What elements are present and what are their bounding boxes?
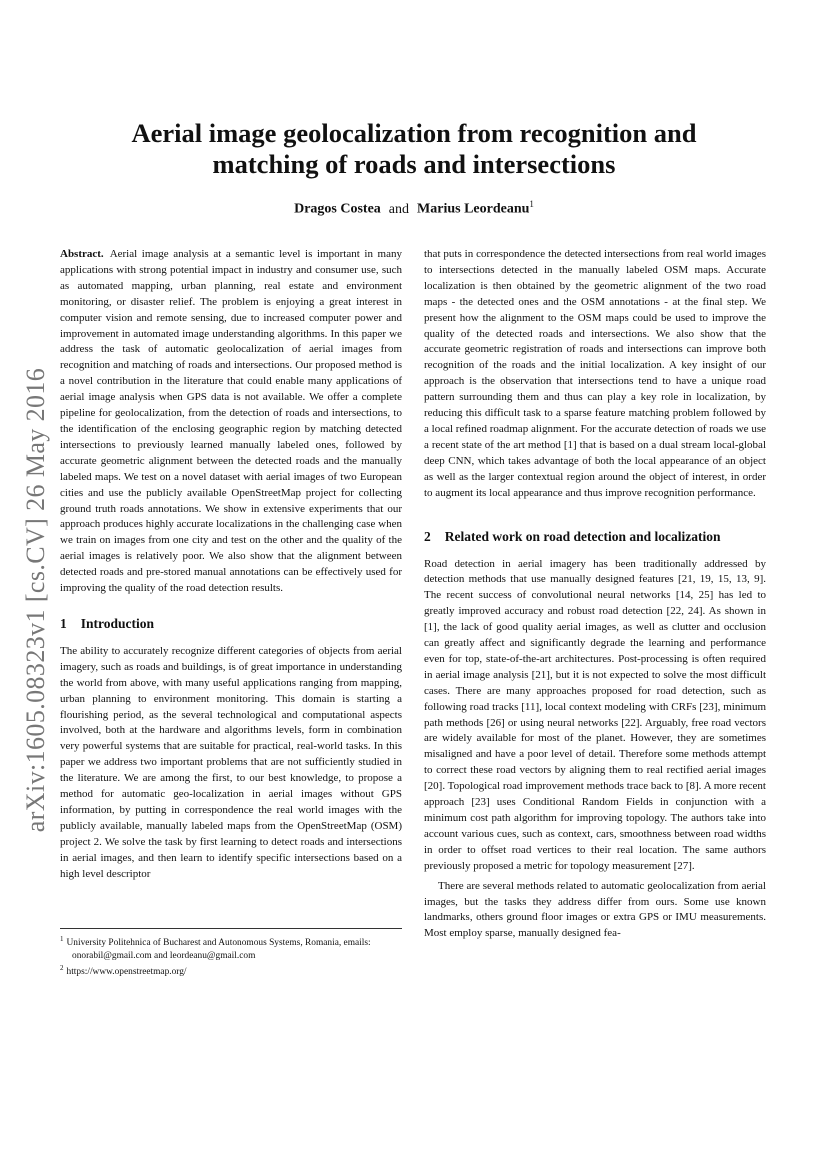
abstract-label: Abstract.	[60, 248, 104, 260]
affiliation-mark: 1	[529, 199, 534, 209]
right-column	[424, 247, 766, 942]
footnotes	[60, 928, 402, 979]
footnote-2-mark: 2	[60, 964, 64, 973]
abstract-text: Aerial image analysis at a semantic level is important in many applications with strong potential impact in industry and consumer use, such as automated mapping, urban planning, real estate and environment monitoring, or disaster relief. The problem is enjoying a great interest in computer vision and remote sensing, due to increased computer power and improvement in automated image understanding algorithms. In this paper we address the task of automatic geolocalization of aerial images from recognition and matching of roads and intersections. Our proposed method is a novel contribution in the literature that could enable many applications of aerial image analysis when GPS data is not available. We offer a complete pipeline for geolocalization, from the detection of roads and intersections, to the identification of the enclosing geographic region by matching detected intersections to previously learned manually labeled ones, followed by accurate geometric alignment between the detected roads and the manually labeled maps. We test on a novel dataset with aerial images of two European cities and use the publicly available OpenStreetMap project for collecting ground truth roads annotations. We show in extensive experiments that our approach produces highly accurate localizations in the challenging case when we train on images from one city and test on the other and the quality of the aerial images is relatively poor. We also show that the alignment between detected roads and pre-stored manual annotations can be effectively used for improving the quality of the road detection results.	[60, 248, 402, 595]
section-1-title: Introduction	[80, 615, 155, 631]
author-line	[60, 199, 768, 218]
arxiv-identifier: arXiv:1605.08323v1 [cs.CV] 26 May 2016	[21, 367, 50, 833]
section-1-heading	[60, 615, 402, 632]
abstract	[60, 247, 402, 597]
title-line-1: Aerial image geolocalization from recognition and	[131, 118, 697, 148]
related-work-paragraph-2: There are several methods related to automatic geolocalization from aerial images, but the tasks they address differ from ours. Some use known landmarks, others ground floor images or extra GPS or IMU measurements. Most employ sparse, manually designed fea-	[424, 879, 766, 940]
section-2-heading	[424, 528, 766, 545]
footnote-2	[60, 962, 402, 979]
footnote-1-text: University Politehnica of Bucharest and Autonomous Systems, Romania, emails: onorabil@gmail.com and leordeanu@gmail.com	[66, 938, 371, 961]
author-costea: Dragos Costea	[294, 201, 381, 217]
footnote-2-text: https://www.openstreetmap.org/	[66, 967, 187, 978]
section-1-number: 1	[60, 615, 67, 631]
title-line-2: matching of roads and intersections	[212, 149, 616, 179]
author-leordeanu: Marius Leordeanu	[417, 201, 530, 217]
introduction-continued-text: that puts in correspondence the detected intersections from real world images to intersections detected in the manually labeled OSM maps. Accurate localization is then obtained by the geometric alignment of the two road maps - the detected ones and the OSM annotations - at the final step. We present how the alignment to the OSM maps could be used to improve the quality of the detected roads and intersections. We also show that the accurate geometric registration of roads and intersections can improve both recognition of the roads and the initial localization. A key insight of our approach is the observation that intersections tend to have a unique road pattern surrounding them and thus can play a key role in localization, by reducing this difficult task to a sparse feature matching problem followed by a local refined roadmap alignment. For the accurate detection of roads we use a recent state of the art method [1] that is based on a dual stream local-global deep CNN, which takes advantage of both the local appearance of an object as well as the larger contextual region around the object of interest, in order to augment its local appearance and thus improve recognition performance.	[424, 248, 766, 499]
section-2-title: Related work on road detection and localization	[444, 528, 721, 544]
paper-title	[60, 118, 768, 180]
footnote-1	[60, 933, 402, 962]
author-conjunction: and	[388, 201, 410, 217]
left-column	[60, 247, 402, 883]
arxiv-side-stamp	[14, 350, 58, 850]
footnote-1-mark: 1	[60, 935, 64, 943]
introduction-text: The ability to accurately recognize different categories of objects from aerial imagery, such as roads and buildings, is of great importance in understanding the world from above, with many useful applications ranging from mapping, urban planning to environment monitoring. This domain is starting a flourishing period, as the several technological and computational aspects involved, both at the hardware and algorithms levels, form in combination very powerful systems that are suitable for practical, real-world tasks. In this paper we address two important problems that are not sufficiently studied in the literature. We are among the first, to our best knowledge, to propose a method for automatic geo-localization in aerial images without GPS information, by putting in correspondence the real world images with the publicly available, manually labeled maps from the OpenStreetMap (OSM) project 2. We solve the task by first learning to detect roads and intersections in aerial images, and then learn to identify specific intersections based on a high level descriptor	[60, 644, 402, 880]
section-2-number: 2	[424, 528, 431, 544]
related-work-paragraph-1: Road detection in aerial imagery has been traditionally addressed by detection methods that use manually designed features [21, 19, 15, 13, 9]. The recent success of convolutional neural networks [14, 25] has led to greatly improved accuracy and robust road detection [22, 24]. As shown in [1], the lack of good quality aerial images, as well as clutter and occlusion can greatly affect and significantly degrade the learning and performance even for top, state-of-the-art architectures. Post-processing is often required in aerial image analysis [21], but it is not expected to solve the most difficult cases. There are many approaches proposed for road detection, such as following road tracks [11], local context modeling with CRFs [23], minimum path methods [26] or using neural networks [22]. Arguably, free road vectors are widely available for most of the planet. However, they are sometimes misaligned and have a poor level of detail. Therefore some methods attempt to correct these road vectors by aligning them to real rectified aerial images [20]. Topological road improvement methods trace back to [8]. A more recent approach [23] uses Conditional Random Fields in conjunction with a minimum cost path algorithm for improving topology. The authors take into account various cues, such as context, cars, smoothness between road widths in order to offset road vertices to their real location. The same authors previously proposed a metric for topology measurement [27].	[424, 557, 766, 872]
